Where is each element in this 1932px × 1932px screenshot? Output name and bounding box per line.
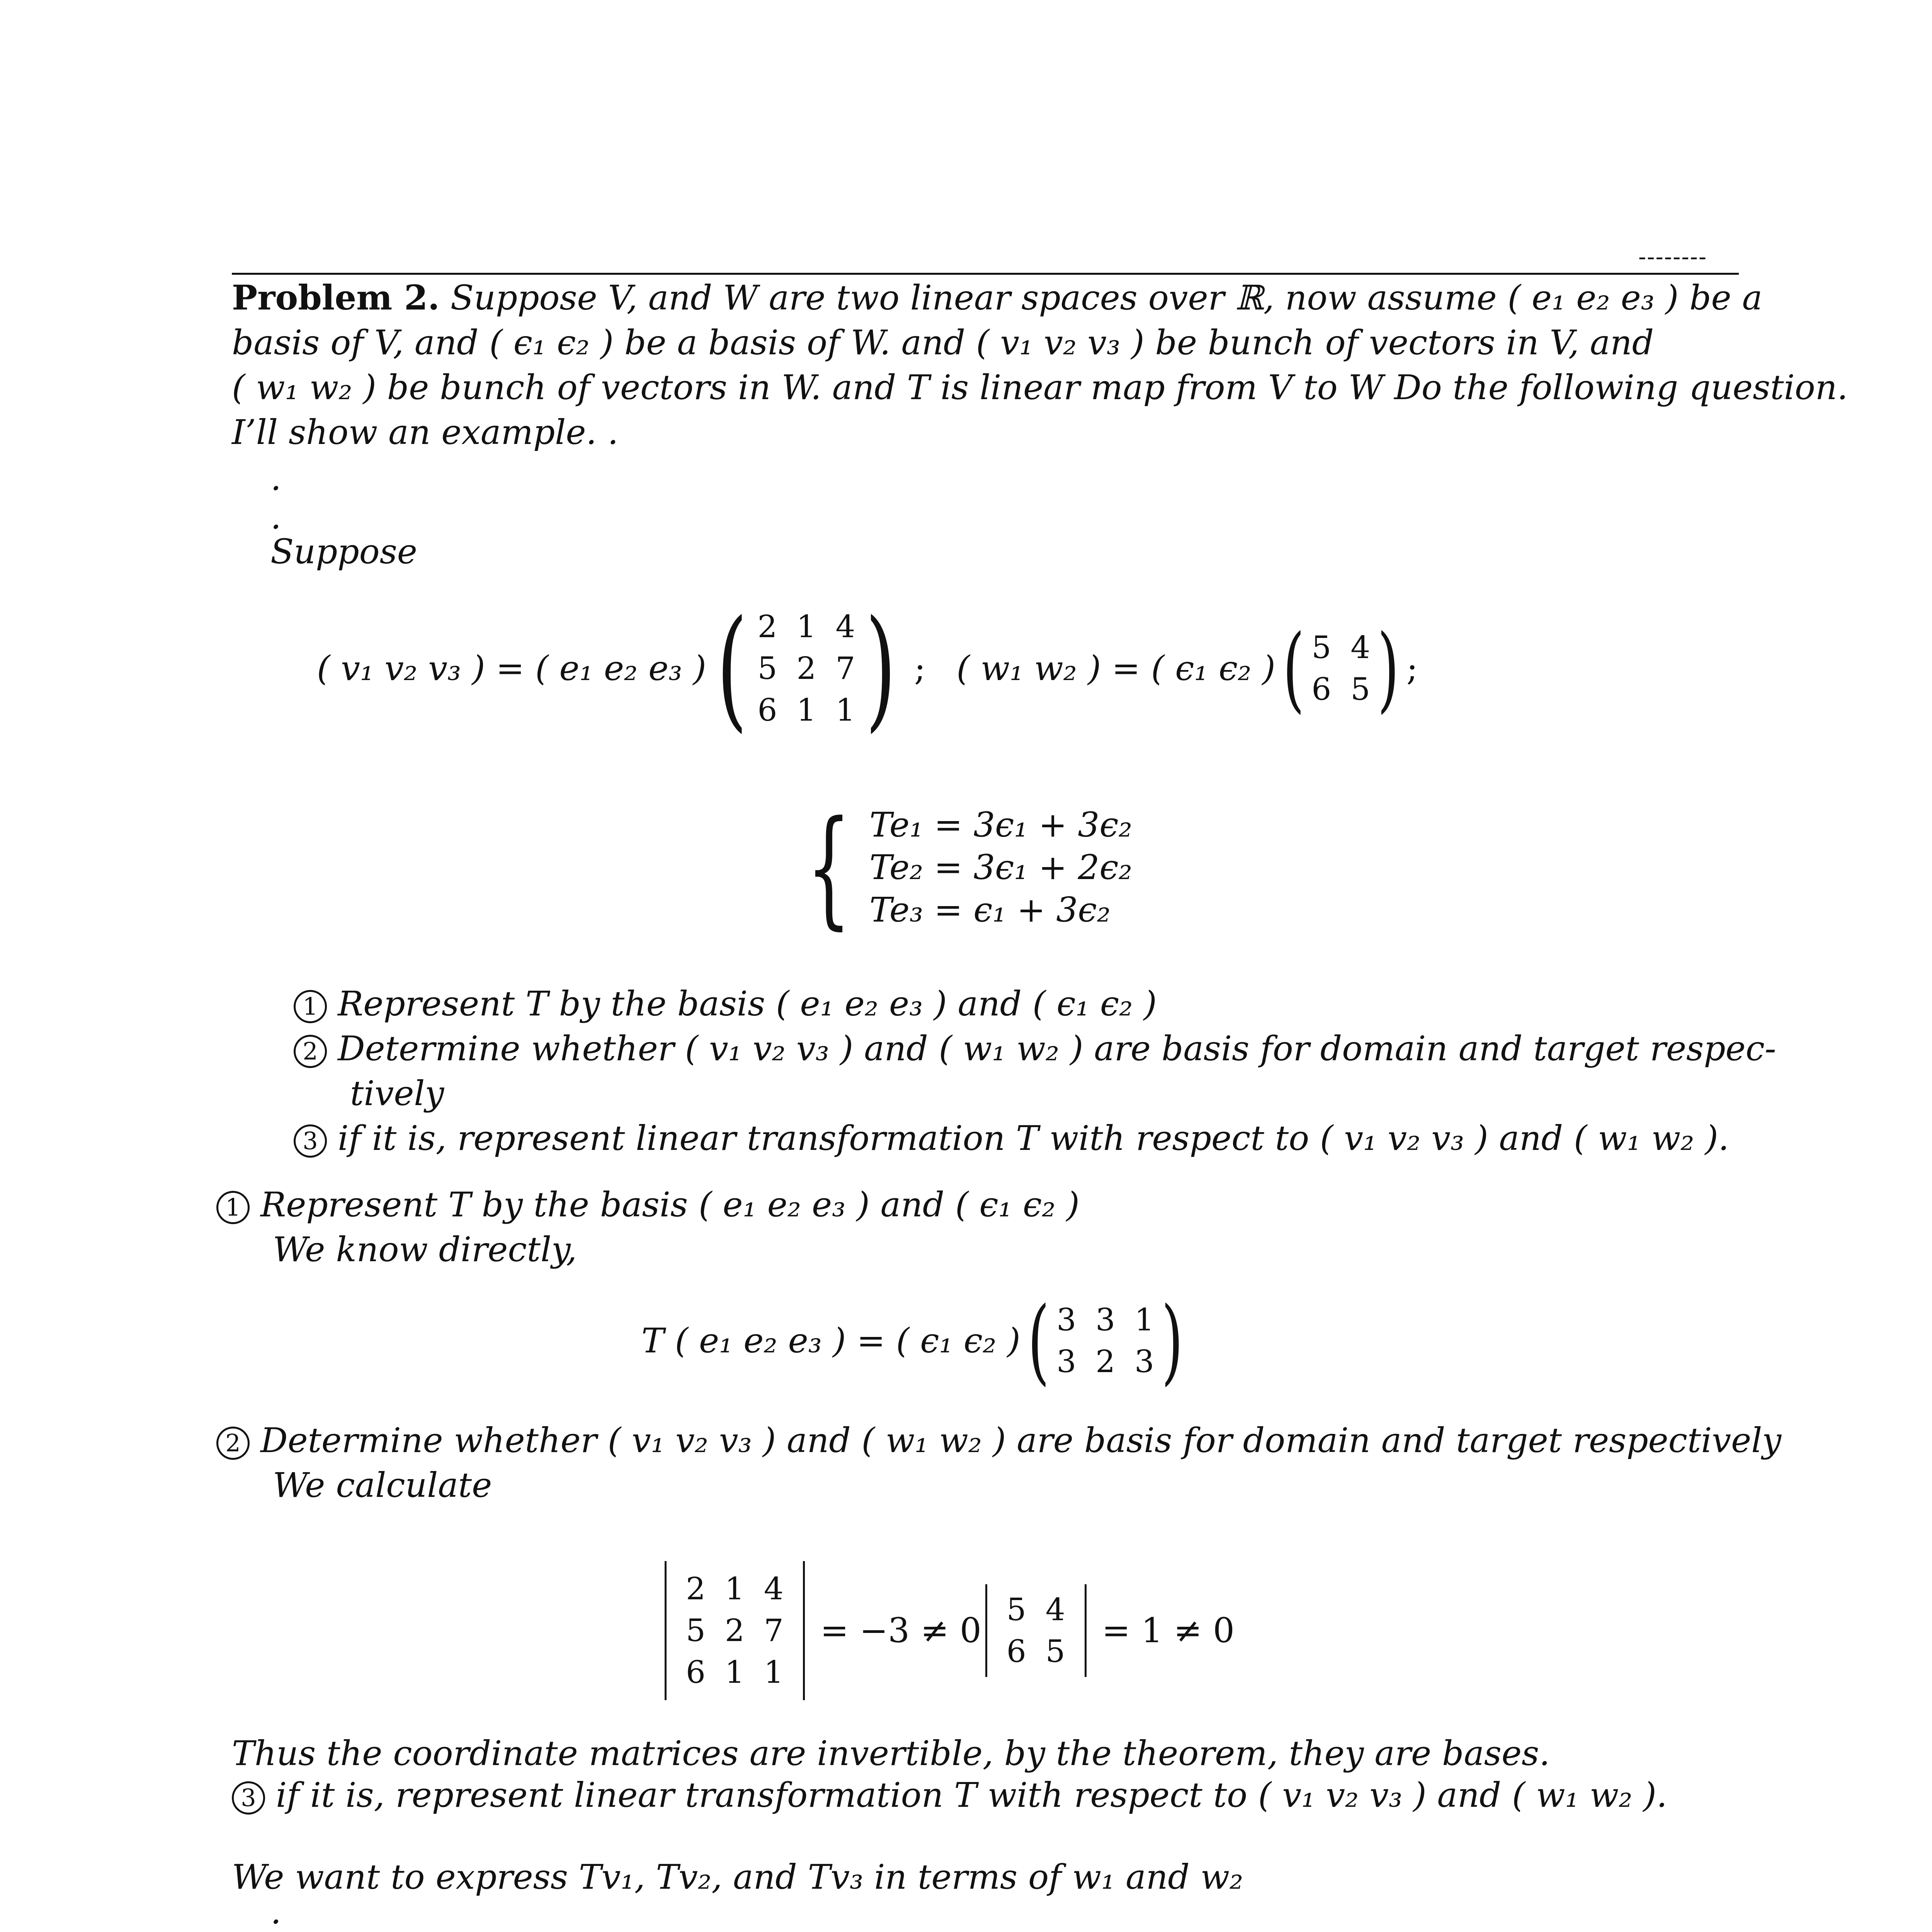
w-matrix-entries <box>1311 627 1370 710</box>
det-1-entries-cell: 6 <box>686 1654 706 1690</box>
T-matrix-lhs: T ( e₁ e₂ e₃ ) = ( ϵ₁ ϵ₂ ) <box>641 1321 1020 1361</box>
T-matrix: ( 3 3 1 3 2 3 ) <box>1027 1287 1183 1395</box>
questions-list <box>294 981 1776 1161</box>
question-3: if it is, represent linear transformation T with respect to ( v₁ v₂ v₃ ) and ( w₁ w₂ ). <box>338 1118 1729 1158</box>
v-matrix-entries-cell: 1 <box>796 692 816 728</box>
answer-1-title: Represent T by the basis ( e₁ e₂ e₃ ) and ( ϵ₁ ϵ₂ ) <box>260 1185 1080 1225</box>
det-2-entries-cell: 5 <box>1006 1592 1026 1628</box>
suppose-label: Suppose <box>270 532 417 571</box>
problem-line-1: Suppose V, and W are two linear spaces over ℝ, now assume ( e₁ e₂ e₃ ) be a <box>450 278 1763 318</box>
v-matrix-entries <box>758 606 855 731</box>
det-1-entries <box>686 1568 784 1693</box>
separator: ; <box>914 648 926 688</box>
T-matrix-equation <box>641 1287 1190 1395</box>
det-1-value: = −3 ≠ 0 <box>820 1611 981 1650</box>
header-dashes: -------- <box>1638 243 1708 270</box>
answer-3-title: if it is, represent linear transformation T with respect to ( v₁ v₂ v₃ ) and ( w₁ w₂ ). <box>276 1775 1667 1815</box>
v-matrix-entries-cell: 6 <box>757 692 777 728</box>
question-3-number: 3 <box>294 1124 327 1158</box>
T-system-row-rhs: 3ϵ₁ + 2ϵ₂ <box>973 847 1132 887</box>
v-coordinate-matrix: ( 2 1 4 5 2 7 6 1 1 ) <box>716 592 896 745</box>
answer-1-sub: We know directly, <box>273 1230 577 1269</box>
det-1-entries-cell: 5 <box>686 1612 706 1648</box>
det-1-entries-cell: 2 <box>724 1612 745 1648</box>
T-matrix-entries-cell: 3 <box>1056 1302 1077 1338</box>
T-matrix-entries-cell: 3 <box>1095 1302 1116 1338</box>
determinant-equation <box>665 1561 1235 1700</box>
dot-3: . <box>270 1892 281 1932</box>
answer-2-sub: We calculate <box>273 1465 492 1505</box>
answer-1-number: 1 <box>216 1191 250 1224</box>
det-1-entries-cell: 1 <box>764 1654 784 1690</box>
answer-3-number: 3 <box>232 1781 265 1815</box>
question-2-cont: tively <box>350 1073 444 1113</box>
v-matrix-entries-cell: 5 <box>757 650 777 686</box>
answer-2-title: Determine whether ( v₁ v₂ v₃ ) and ( w₁ w₂ ) are basis for domain and target respectively <box>260 1420 1782 1460</box>
problem-line-3: ( w₁ w₂ ) be bunch of vectors in W. and T is linear map from V to W Do the following question. <box>232 367 1848 407</box>
T-system-row-eq: = <box>934 847 963 887</box>
det-2-value: = 1 ≠ 0 <box>1102 1611 1235 1650</box>
T-system: { Te₁ = 3ϵ₁ + 3ϵ₂ Te₂ = 3ϵ₁ + 2ϵ₂ Te₃ = ϵ₁ + 3ϵ₂ <box>806 793 1132 942</box>
problem-title: Problem 2. <box>232 277 440 318</box>
answer-2-conclusion: Thus the coordinate matrices are invertible, by the theorem, they are bases. <box>232 1733 1550 1773</box>
dot-1: . <box>270 458 281 498</box>
w-matrix-entries-cell: 4 <box>1350 629 1371 665</box>
det-1-entries-cell: 1 <box>724 1571 745 1607</box>
header-rule <box>232 273 1739 275</box>
w-coordinate-matrix: ( 5 4 6 5 ) <box>1282 614 1400 723</box>
T-matrix-entries <box>1056 1299 1154 1383</box>
T-system-row-eq: = <box>934 805 963 845</box>
T-system-row-eq: = <box>934 890 963 930</box>
det-1-entries-cell: 7 <box>764 1612 784 1648</box>
T-matrix-entries-cell: 2 <box>1095 1344 1116 1379</box>
T-system-row-lhs: Te₂ <box>869 847 923 887</box>
T-system-row-rhs: 3ϵ₁ + 3ϵ₂ <box>973 805 1132 845</box>
answer-3-heading <box>232 1773 1667 1818</box>
det-1-entries-cell: 1 <box>724 1654 745 1690</box>
v-basis-lhs: ( v₁ v₂ v₃ ) = ( e₁ e₂ e₃ ) <box>317 648 706 688</box>
T-matrix-entries-cell: 3 <box>1056 1344 1077 1379</box>
w-basis-lhs: ( w₁ w₂ ) = ( ϵ₁ ϵ₂ ) <box>956 648 1276 688</box>
v-matrix-entries-cell: 1 <box>796 609 816 645</box>
question-2-number: 2 <box>294 1035 327 1068</box>
det-2-entries <box>1007 1589 1065 1672</box>
v-matrix-entries-cell: 2 <box>796 650 816 686</box>
w-matrix-entries-cell: 5 <box>1350 671 1371 707</box>
v-matrix-entries-cell: 4 <box>835 609 855 645</box>
question-1: Represent T by the basis ( e₁ e₂ e₃ ) and ( ϵ₁ ϵ₂ ) <box>338 984 1157 1024</box>
T-system-row-lhs: Te₃ <box>869 890 923 930</box>
question-2: Determine whether ( v₁ v₂ v₃ ) and ( w₁ w₂ ) are basis for domain and target respec- <box>338 1029 1776 1068</box>
T-system-row-lhs: Te₁ <box>869 805 923 845</box>
det-1-entries-cell: 2 <box>686 1571 706 1607</box>
w-matrix-entries-cell: 5 <box>1311 629 1332 665</box>
T-matrix-entries-cell: 3 <box>1134 1344 1155 1379</box>
dot-2: . <box>270 497 281 537</box>
problem-line-4: I’ll show an example. . <box>232 412 619 452</box>
problem-line-2: basis of V, and ( ϵ₁ ϵ₂ ) be a basis of W. and ( v₁ v₂ v₃ ) be bunch of vectors in V, and <box>232 323 1654 362</box>
det-1-entries-cell: 4 <box>764 1571 784 1607</box>
question-1-number: 1 <box>294 990 327 1023</box>
answer-2-heading <box>216 1418 1781 1508</box>
T-matrix-entries-cell: 1 <box>1134 1302 1155 1338</box>
end-separator: ; <box>1406 648 1418 688</box>
det-2-entries-cell: 5 <box>1045 1633 1065 1669</box>
T-system-row <box>869 804 1132 931</box>
problem-statement <box>232 275 1848 455</box>
det-2-entries-cell: 4 <box>1045 1592 1065 1628</box>
v-matrix-entries-cell: 7 <box>835 650 855 686</box>
v-matrix-entries-cell: 2 <box>757 609 777 645</box>
v-matrix-entries-cell: 1 <box>835 692 855 728</box>
det-2-entries-cell: 6 <box>1006 1633 1026 1669</box>
answer-1-heading <box>216 1182 1080 1272</box>
answer-2-number: 2 <box>216 1427 250 1460</box>
basis-equation <box>317 592 1418 745</box>
T-system-row-rhs: ϵ₁ + 3ϵ₂ <box>973 890 1111 930</box>
want-statement: We want to express Tv₁, Tv₂, and Tv₃ in terms of w₁ and w₂ <box>232 1857 1243 1897</box>
w-matrix-entries-cell: 6 <box>1311 671 1332 707</box>
